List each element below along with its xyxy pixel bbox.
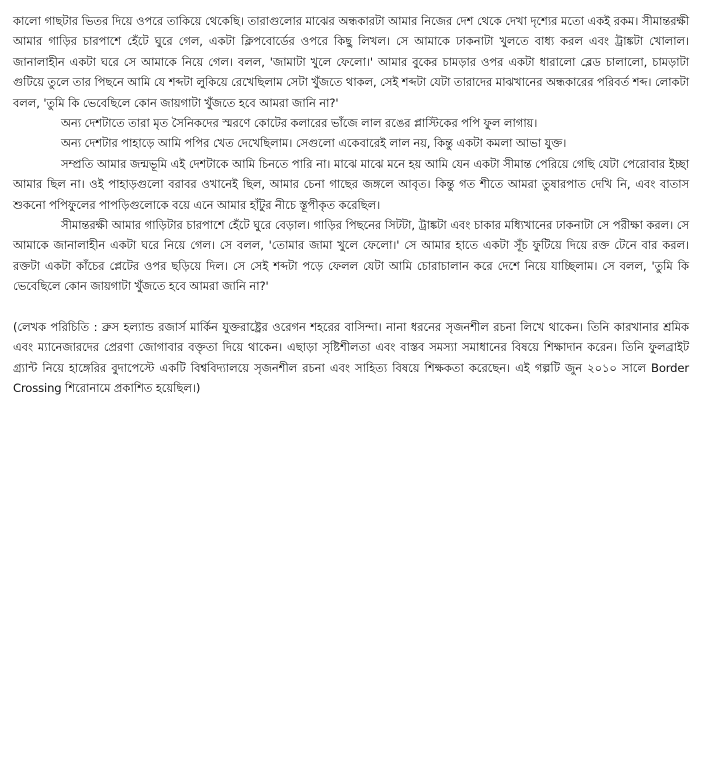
story-paragraph-4: সম্প্রতি আমার জন্মভূমি এই দেশটাকে আমি চিনতে পারি না। মাঝে মাঝে মনে হয় আমি যেন একটা সীমান্ত পেরিয়ে গেছি যেটা পেরোবার ইচ্ছা আমার ছিল না। ওই পাহাড়গুলো বরাবর ওখানেই ছিল, আমার চেনা গাছের জঙ্গলে আবৃত। কিন্তু গত শীতে আমরা তুষারপাত দেখি নি, এবং বাতাস শুকনো পপিফুলের পাপড়িগুলোকে বয়ে এনে আমার হাঁটুর নীচে স্তূপীকৃত করেছিল। — [13, 156, 689, 212]
story-paragraph-1: কালো গাছটার ভিতর দিয়ে ওপরে তাকিয়ে থেকেছি। তারাগুলোর মাঝের অন্ধকারটা আমার নিজের দেশ থেকে দেখা দৃশ্যের মতো একই রকম। সীমান্তরক্ষী আমার গাড়ির চারপাশে হেঁটে ঘুরে গেল, একটা ক্লিপবোর্ডের ওপরে কিছু লিখল। সে আমাকে ঢাকনাটা খুলতে বাধ্য করল এবং ট্রাঙ্কটা খোলাল। জানালাহীন একটা ঘরে সে আমাকে নিয়ে গেল। বলল, 'জামাটা খুলে ফেলো।' আমার বুকের চামড়ার ওপর একটা ধারালো ব্লেড চালালো, চামড়াটা গুটিয়ে তুলে তার পিছনে আমি যে শব্দটা লুকিয়ে রেখেছিলাম সেটা খুঁজতে থাকল, সেই শব্দটা যেটা তারাদের মাঝখানের অন্ধকারের পরিবর্ত শব্দ। লোকটা বলল, 'তুমি কি ভেবেছিলে কোন জায়গাটা খুঁজতে হবে আমরা জানি না?' — [13, 14, 689, 110]
document-page — [13, 11, 689, 398]
story-paragraph-3: অন্য দেশটার পাহাড়ে আমি পপির খেত দেখেছিলাম। সেগুলো একেবারেই লাল নয়, কিন্তু একটা কমলা আভা যুক্ত। — [61, 136, 567, 151]
paragraph-gap — [13, 297, 689, 317]
author-note: (লেখক পরিচিতি : ব্রুস হল্যান্ড রজার্স মার্কিন যুক্তরাষ্ট্রের ওরেগন শহরের বাসিন্দা। নানা ধরনের সৃজনশীল রচনা লিখে থাকেন। তিনি কারখানার শ্রমিক এবং ম্যানেজারদের প্রেরণা জোগাবার বক্তৃতা দিয়ে থাকেন। এছাড়া সৃষ্টিশীলতা এবং বাস্তব সমস্যা সমাধানের বিষয়ে শিক্ষাদান করেন। তিনি ফুলব্রাইট গ্র্যান্ট নিয়ে হাঙ্গেরির বুদাপেস্টে একটি বিশ্ববিদ্যালয়ে সৃজনশীল রচনা এবং সাহিত্য বিষয়ে শিক্ষকতা করেছেন। এই গল্পটি জুন ২০১০ সালে Border Crossing শিরোনামে প্রকাশিত হয়েছিল।) — [13, 319, 689, 395]
story-paragraph-5: সীমান্তরক্ষী আমার গাড়িটার চারপাশে হেঁটে ঘুরে বেড়াল। গাড়ির পিছনের সিটটা, ট্রাঙ্কটা এবং চাকার মধ্যিখানের ঢাকনাটা সে পরীক্ষা করল। সে আমাকে জানালাহীন একটা ঘরে নিয়ে গেল। সে বলল, 'তোমার জামা খুলে ফেলো।' সে আমার হাতে একটা সূঁচ ফুটিয়ে দিয়ে রক্ত টেনে বার করল। রক্তটা একটা কাঁচের প্লেটের ওপর ছড়িয়ে দিল। সে সেই শব্দটা পড়ে ফেলল যেটা আমি চোরাচালান করে দেশে নিয়ে যাচ্ছিলাম। সে বলল, 'তুমি কি ভেবেছিলে কোন জায়গাটা খুঁজতে হবে আমরা জানি না?' — [13, 218, 689, 294]
story-paragraph-2: অন্য দেশটাতে তারা মৃত সৈনিকদের স্মরণে কোটের কলারের ভাঁজে লাল রঙের প্লাস্টিকের পপি ফুল লাগায়। — [61, 116, 538, 131]
